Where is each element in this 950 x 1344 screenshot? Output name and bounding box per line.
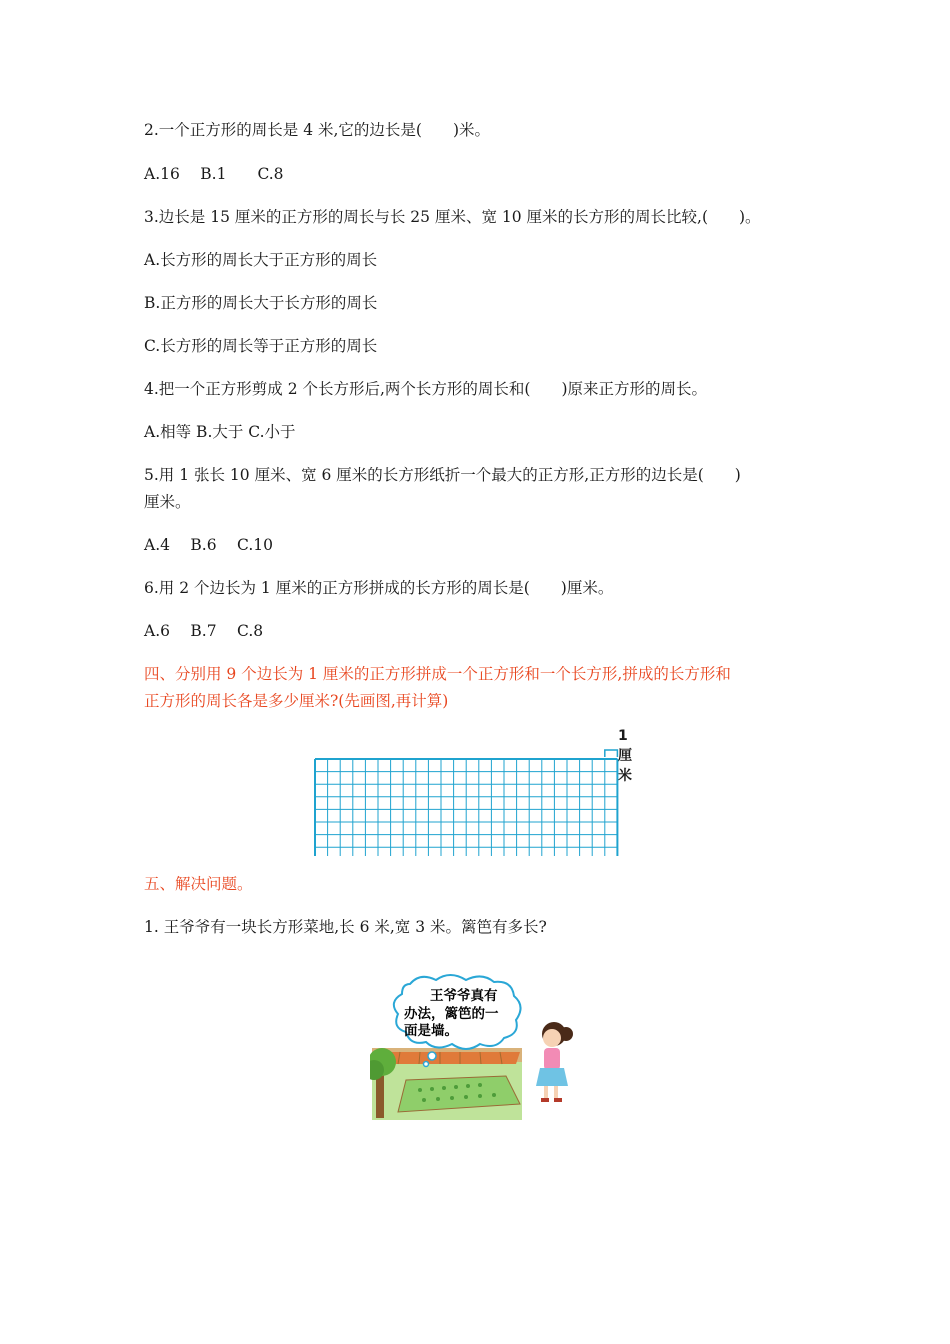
question-2-options: A.16 B.1 C.8: [144, 165, 284, 183]
bubble-line-3: 面是墙。: [404, 1023, 458, 1039]
bubble-line-2: 办法，篱笆的一: [404, 1006, 499, 1022]
question-6-text: 6.用 2 个边长为 1 厘米的正方形拼成的长方形的周长是( )厘米。: [144, 579, 614, 597]
section-5-heading: 五、解决问题。: [144, 875, 253, 893]
grid-lines: [314, 726, 634, 856]
section-4-heading-line2: 正方形的周长各是多少厘米?(先画图,再计算): [144, 692, 449, 710]
bubble-line-1: 王爷爷真有: [430, 988, 498, 1004]
question-5-options: A.4 B.6 C.10: [144, 536, 273, 554]
question-6-options: A.6 B.7 C.8: [144, 622, 264, 640]
question-4-text: 4.把一个正方形剪成 2 个长方形后,两个长方形的周长和( )原来正方形的周长。: [144, 380, 708, 398]
garden-scene-image: [370, 1048, 522, 1120]
question-3-text: 3.边长是 15 厘米的正方形的周长与长 25 厘米、宽 10 厘米的长方形的周长比较,( )。: [144, 208, 761, 226]
section-5-question-1: 1. 王爷爷有一块长方形菜地,长 6 米,宽 3 米。篱笆有多长?: [144, 918, 547, 936]
question-2-text: 2.一个正方形的周长是 4 米,它的边长是( )米。: [144, 121, 491, 139]
question-5-text-line1: 5.用 1 张长 10 厘米、宽 6 厘米的长方形纸折一个最大的正方形,正方形的边长是( ): [144, 466, 741, 484]
grid-unit-label: 1厘米: [618, 728, 632, 784]
garden-illustration: [370, 972, 590, 1122]
square-grid: [314, 726, 634, 856]
unit-bracket: [605, 750, 618, 757]
question-3-option-c: C.长方形的周长等于正方形的周长: [144, 337, 378, 355]
question-4-options: A.相等 B.大于 C.小于: [144, 423, 296, 441]
question-3-option-a: A.长方形的周长大于正方形的周长: [144, 251, 378, 269]
question-5-text-line2: 厘米。: [144, 493, 191, 511]
section-4-heading-line1: 四、分别用 9 个边长为 1 厘米的正方形拼成一个正方形和一个长方形,拼成的长方形和: [144, 665, 731, 683]
girl-character: [536, 1022, 573, 1102]
question-3-option-b: B.正方形的周长大于长方形的周长: [144, 294, 378, 312]
